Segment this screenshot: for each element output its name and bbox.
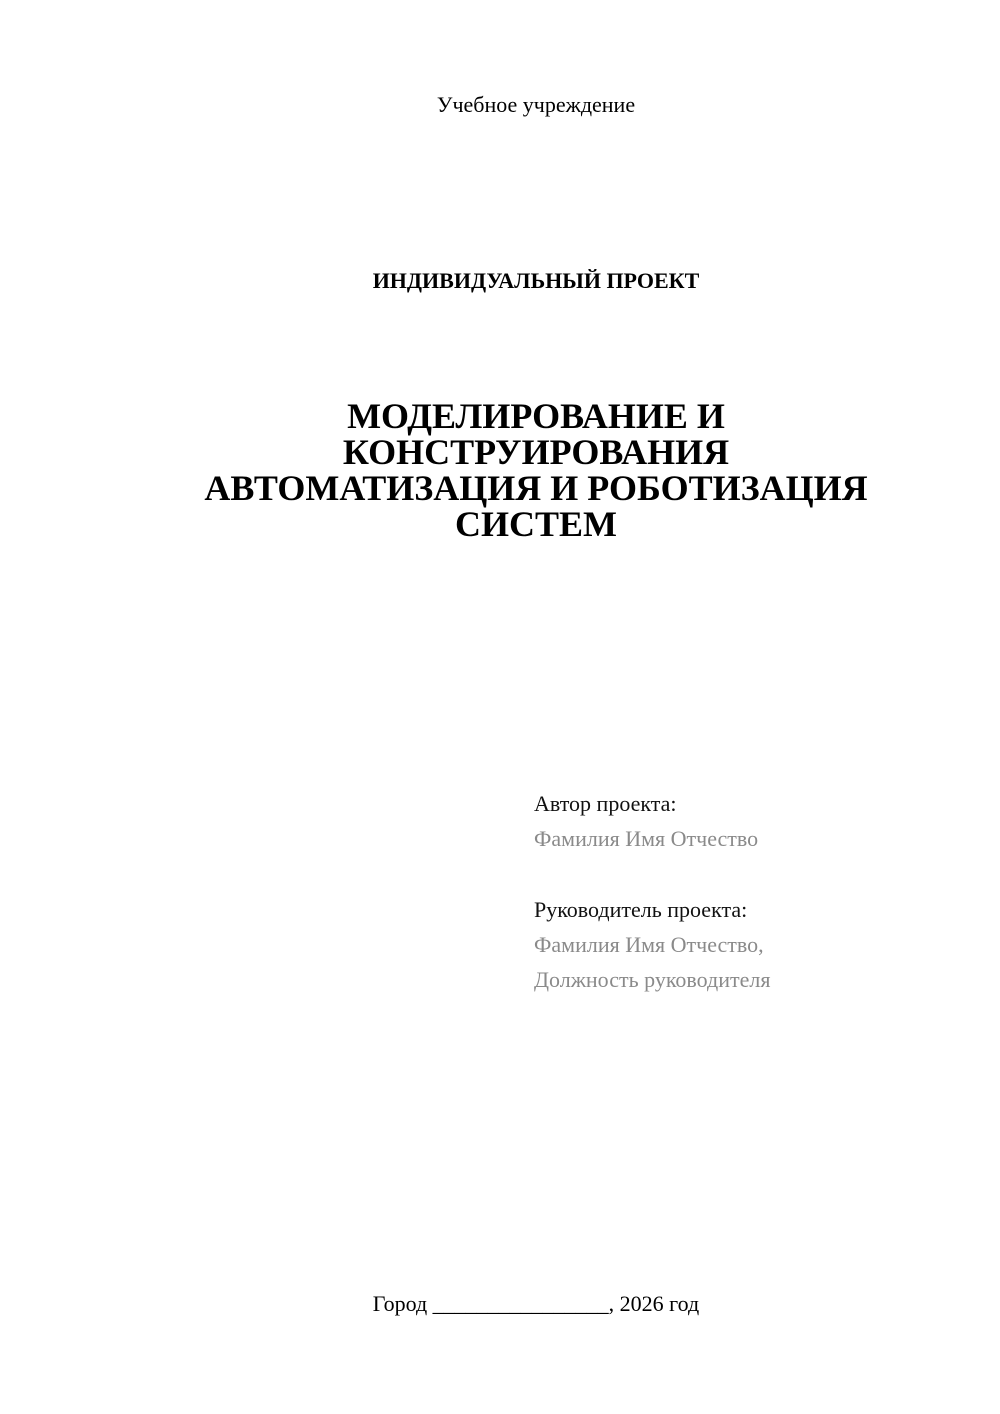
supervisor-block [534,892,770,997]
project-title-line: МОДЕЛИРОВАНИЕ И [347,396,725,436]
author-label: Автор проекта: [534,791,677,816]
author-name-placeholder: Фамилия Имя Отчество [534,826,759,851]
institution-name: Учебное учреждение [436,92,636,117]
author-block [534,786,758,856]
project-title-line: АВТОМАТИЗАЦИЯ И РОБОТИЗАЦИЯ [204,468,868,508]
project-title [120,398,952,542]
supervisor-label: Руководитель проекта: [534,897,748,922]
city-year-line: Город ________________, 2026 год [372,1291,700,1316]
project-type-heading: ИНДИВИДУАЛЬНЫЙ ПРОЕКТ [372,268,700,293]
project-title-line: КОНСТРУИРОВАНИЯ [342,432,730,472]
supervisor-position-placeholder: Должность руководителя [534,967,771,992]
project-title-line: СИСТЕМ [455,504,617,544]
supervisor-name-placeholder: Фамилия Имя Отчество, [534,932,764,957]
